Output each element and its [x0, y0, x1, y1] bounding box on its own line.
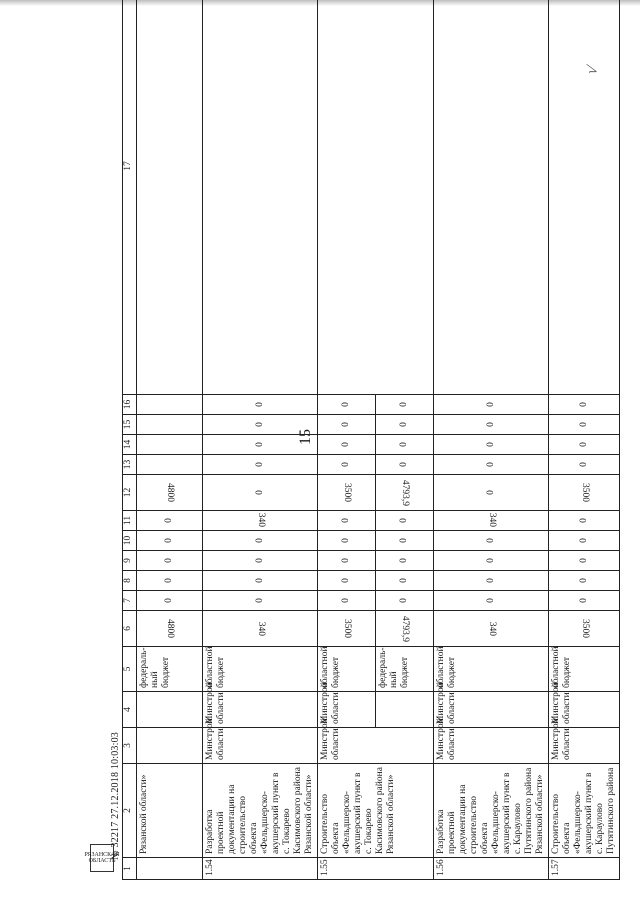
row-y2020: 0 [434, 551, 549, 571]
row-total: 3500 [318, 611, 376, 647]
row-y2024: 0 [434, 455, 549, 475]
header-col-7: 7 [123, 591, 137, 611]
row-source: федераль-ный бюджет [137, 647, 203, 692]
row-y2022: 340 [203, 511, 318, 531]
program-measures-table [122, 0, 620, 880]
row-y2022: 0 [376, 511, 434, 531]
registration-seal-icon: РЯЗАНСКАЯ ОБЛАСТЬ [90, 844, 114, 872]
row-y2027: 0 [203, 395, 318, 415]
row-num: 1.56 [434, 858, 549, 880]
row-executor: Минстрой области [318, 728, 434, 764]
row-y2025: 0 [318, 435, 376, 455]
header-col-1: 1 [123, 858, 137, 880]
row-executor: Минстрой области [549, 728, 620, 764]
header-col-3: 3 [123, 728, 137, 764]
row-total: 3500 [549, 611, 620, 647]
row-y2026: 0 [376, 415, 434, 435]
row-note [549, 0, 620, 395]
row-y2021: 0 [137, 531, 203, 551]
row-y2025: 0 [203, 435, 318, 455]
row-y2018: 0 [376, 591, 434, 611]
row-executor2: Минстрой области [434, 692, 549, 728]
row-total: 340 [203, 611, 318, 647]
row-source: областной бюджет [549, 647, 620, 692]
row-y2023: 4793,9 [376, 475, 434, 511]
table-row [318, 0, 376, 880]
row-y2018: 0 [318, 591, 376, 611]
row-y2018: 0 [203, 591, 318, 611]
header-col-5: 5 [123, 647, 137, 692]
table-row [203, 0, 318, 880]
row-y2020: 0 [137, 551, 203, 571]
row-y2019: 0 [376, 571, 434, 591]
row-name: Строительство объекта «Фельдшерско-акушерский пункт в с. Караулово Путятинского района [549, 764, 620, 858]
row-num [137, 858, 203, 880]
row-y2022: 0 [549, 511, 620, 531]
row-y2022: 0 [137, 511, 203, 531]
row-source: федераль-ный бюджет [376, 647, 434, 692]
row-name: Рязанской области» [137, 764, 203, 858]
header-row [123, 0, 137, 880]
row-y2025: 0 [549, 435, 620, 455]
row-total: 340 [434, 611, 549, 647]
row-name: Разработка проектной документации на строительство объекта «Фельдшерско-акушерский пункт в с. Караулово Путятинского района Рязанской области» [434, 764, 549, 858]
header-col-8: 8 [123, 571, 137, 591]
header-col-17: 17 [123, 0, 137, 395]
row-y2021: 0 [376, 531, 434, 551]
row-y2025 [137, 435, 203, 455]
row-note [203, 0, 318, 395]
row-y2023: 4800 [137, 475, 203, 511]
row-y2024: 0 [203, 455, 318, 475]
row-executor2: Минстрой области [203, 692, 318, 728]
row-y2027: 0 [434, 395, 549, 415]
table-row [434, 0, 549, 880]
row-y2026 [137, 415, 203, 435]
row-note [434, 0, 549, 395]
row-executor [137, 728, 203, 764]
row-note [137, 0, 203, 395]
row-y2019: 0 [318, 571, 376, 591]
row-y2024: 0 [376, 455, 434, 475]
row-y2026: 0 [434, 415, 549, 435]
row-y2023: 0 [434, 475, 549, 511]
header-col-12: 12 [123, 475, 137, 511]
row-y2024: 0 [318, 455, 376, 475]
row-y2020: 0 [376, 551, 434, 571]
row-y2022: 0 [318, 511, 376, 531]
row-y2027: 0 [318, 395, 376, 415]
row-note [318, 0, 434, 395]
row-executor: Минстрой области [203, 728, 318, 764]
row-y2024 [137, 455, 203, 475]
header-col-15: 15 [123, 415, 137, 435]
row-y2027: 0 [376, 395, 434, 415]
row-y2026: 0 [318, 415, 376, 435]
table-row [137, 0, 203, 880]
header-col-2: 2 [123, 764, 137, 858]
row-num: 1.54 [203, 858, 318, 880]
row-executor2 [376, 692, 434, 728]
row-y2021: 0 [203, 531, 318, 551]
header-col-10: 10 [123, 531, 137, 551]
row-executor: Минстрой области [434, 728, 549, 764]
row-total: 4793,9 [376, 611, 434, 647]
row-y2023: 3500 [318, 475, 376, 511]
row-y2020: 0 [203, 551, 318, 571]
row-y2020: 0 [318, 551, 376, 571]
row-name: Строительство объекта «Фельдшерско-акушерский пункт в с. Токарево Касимовского района Рязанской области» [318, 764, 434, 858]
row-y2021: 0 [318, 531, 376, 551]
row-y2023: 0 [203, 475, 318, 511]
row-source: областной бюджет [203, 647, 318, 692]
row-executor2: Минстрой области [318, 692, 376, 728]
header-col-16: 16 [123, 395, 137, 415]
row-total: 4800 [137, 611, 203, 647]
row-name: Разработка проектной документации на строительство объекта «Фельдшерско-акушерский пункт в с. Токарево Касимовского района Рязанской области» [203, 764, 318, 858]
header-col-6: 6 [123, 611, 137, 647]
row-y2026: 0 [549, 415, 620, 435]
header-col-11: 11 [123, 511, 137, 531]
row-y2021: 0 [434, 531, 549, 551]
row-y2023: 3500 [549, 475, 620, 511]
row-num: 1.57 [549, 858, 620, 880]
document-registration-stamp: № 32217 27.12.2018 10:03:03 [110, 732, 121, 860]
row-y2019: 0 [549, 571, 620, 591]
row-y2019: 0 [203, 571, 318, 591]
header-col-9: 9 [123, 551, 137, 571]
row-y2020: 0 [549, 551, 620, 571]
row-y2018: 0 [549, 591, 620, 611]
corner-check-mark: √ [583, 63, 602, 77]
rotated-table-container [122, 18, 616, 880]
row-y2025: 0 [376, 435, 434, 455]
row-source: областной бюджет [318, 647, 376, 692]
row-y2024: 0 [549, 455, 620, 475]
row-y2027: 0 [549, 395, 620, 415]
row-y2018: 0 [137, 591, 203, 611]
row-y2021: 0 [549, 531, 620, 551]
row-num: 1.55 [318, 858, 434, 880]
row-y2018: 0 [434, 591, 549, 611]
page-number: 15 [297, 429, 314, 445]
row-y2027 [137, 395, 203, 415]
row-y2019: 0 [434, 571, 549, 591]
row-y2025: 0 [434, 435, 549, 455]
row-source: областной бюджет [434, 647, 549, 692]
row-y2026: 0 [203, 415, 318, 435]
header-col-13: 13 [123, 455, 137, 475]
row-executor2 [137, 692, 203, 728]
header-col-4: 4 [123, 692, 137, 728]
row-y2022: 340 [434, 511, 549, 531]
header-col-14: 14 [123, 435, 137, 455]
table-row [549, 0, 620, 880]
row-y2019: 0 [137, 571, 203, 591]
row-executor2: Минстрой области [549, 692, 620, 728]
